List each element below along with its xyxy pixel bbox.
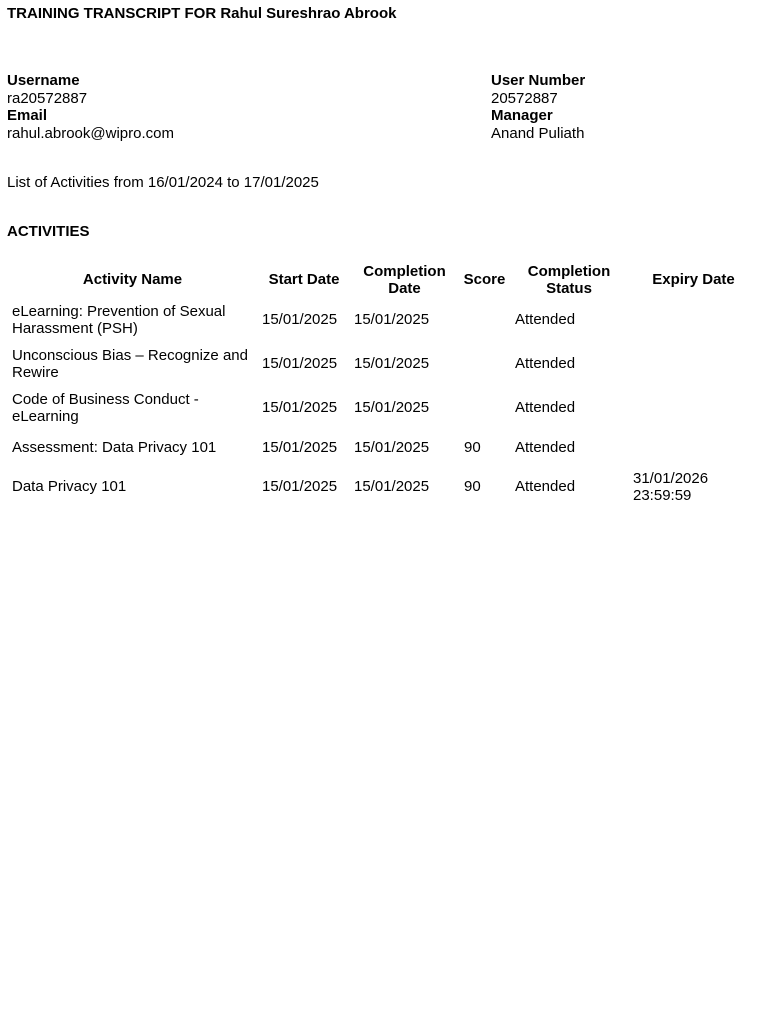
completion-date-cell: 15/01/2025: [354, 438, 430, 456]
expiry-date-cell: [628, 298, 759, 342]
start-date-cell: 15/01/2025: [262, 311, 338, 329]
activity-name-cell: Assessment: Data Privacy 101: [12, 438, 217, 456]
manager-label: Manager: [491, 107, 553, 124]
header-completion-date: Completion Date: [363, 262, 446, 297]
table-row: [7, 342, 759, 386]
header-activity-name: Activity Name: [82, 271, 183, 288]
user-number-label: User Number: [491, 72, 586, 89]
date-range-text: List of Activities from 16/01/2024 to 17/01/2025: [7, 174, 319, 191]
score-cell: [459, 386, 510, 430]
start-date-cell: 15/01/2025: [262, 399, 338, 417]
user-number-value: 20572887: [491, 89, 558, 107]
completion-status-cell: Attended: [515, 399, 576, 417]
expiry-date-cell: 31/01/2026 23:59:59: [633, 469, 709, 504]
activity-name-cell: eLearning: Prevention of Sexual Harassment (PSH): [12, 302, 226, 337]
header-expiry-date: Expiry Date: [652, 271, 735, 288]
table-row: [7, 465, 759, 509]
completion-date-cell: 15/01/2025: [354, 311, 430, 329]
user-info-left: [7, 72, 174, 142]
email-label: Email: [7, 107, 48, 124]
completion-date-cell: 15/01/2025: [354, 355, 430, 373]
completion-date-cell: 15/01/2025: [354, 399, 430, 417]
expiry-date-cell: [628, 342, 759, 386]
completion-status-cell: Attended: [515, 438, 576, 456]
expiry-date-cell: [628, 430, 759, 465]
manager-value: Anand Puliath: [491, 124, 585, 142]
activity-name-cell: Code of Business Conduct - eLearning: [12, 390, 199, 425]
table-row: [7, 298, 759, 342]
completion-status-cell: Attended: [515, 355, 576, 373]
activity-name-cell: Data Privacy 101: [12, 478, 127, 496]
score-cell: [459, 342, 510, 386]
header-start-date: Start Date: [268, 271, 340, 288]
page-title: TRAINING TRANSCRIPT FOR Rahul Sureshrao Abrook: [7, 5, 397, 22]
score-cell: [459, 298, 510, 342]
username-label: Username: [7, 72, 80, 89]
activities-heading: ACTIVITIES: [7, 223, 90, 240]
completion-date-cell: 15/01/2025: [354, 478, 430, 496]
table-header-row: [7, 261, 759, 298]
completion-status-cell: Attended: [515, 478, 576, 496]
username-value: ra20572887: [7, 89, 88, 107]
user-info-right: [491, 72, 585, 142]
start-date-cell: 15/01/2025: [262, 355, 338, 373]
expiry-date-cell: [628, 386, 759, 430]
score-cell: 90: [464, 478, 481, 496]
table-row: [7, 430, 759, 465]
completion-status-cell: Attended: [515, 311, 576, 329]
start-date-cell: 15/01/2025: [262, 438, 338, 456]
header-score: Score: [463, 271, 506, 288]
header-completion-status: Completion Status: [527, 262, 611, 297]
table-row: [7, 386, 759, 430]
email-value: rahul.abrook@wipro.com: [7, 124, 174, 142]
start-date-cell: 15/01/2025: [262, 478, 338, 496]
score-cell: 90: [464, 438, 481, 456]
activities-table: [7, 261, 759, 509]
activity-name-cell: Unconscious Bias – Recognize and Rewire: [12, 346, 248, 381]
